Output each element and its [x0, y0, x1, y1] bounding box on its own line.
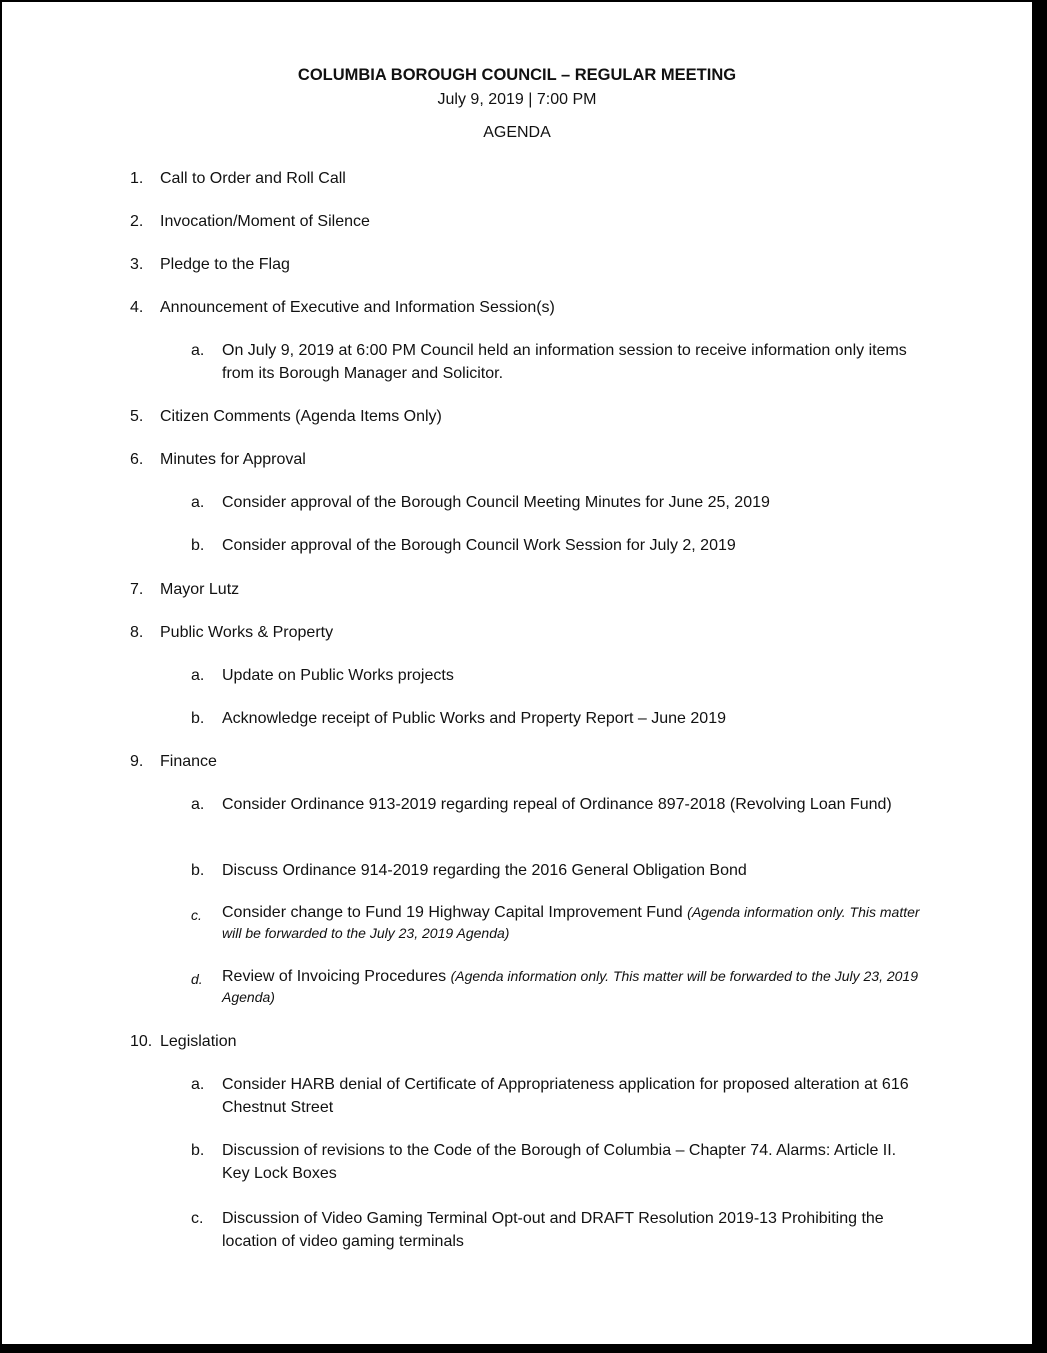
subitem-text: Consider Ordinance 913-2019 regarding repeal of Ordinance 897-2018 (Revolving Loan Fund) [222, 796, 892, 813]
item-number: 1. [130, 170, 144, 187]
item-number: 6. [130, 451, 144, 468]
subitem-main-text: Review of Invoicing Procedures [222, 968, 447, 985]
subitem-text [222, 966, 927, 1008]
item-number: 2. [130, 213, 144, 230]
subitem-label: a. [191, 1076, 205, 1093]
subitem-label: d. [191, 971, 203, 987]
subitem-text: Discuss Ordinance 914-2019 regarding the 2016 General Obligation Bond [222, 862, 747, 879]
item-text: Call to Order and Roll Call [160, 170, 346, 187]
subitem-note: (Agenda information only. This matter will be forwarded to the July 23, 2019 Agenda) [222, 904, 920, 941]
item-text: Invocation/Moment of Silence [160, 213, 370, 230]
subitem-text: Discussion of revisions to the Code of the Borough of Columbia – Chapter 74. Alarms: Article II. Key Lock Boxes [222, 1142, 897, 1182]
subitem-main-text: Consider change to Fund 19 Highway Capital Improvement Fund [222, 904, 683, 921]
item-number: 9. [130, 753, 144, 770]
subitem-label: a. [191, 796, 205, 813]
subitem-label: b. [191, 862, 205, 879]
document-title: COLUMBIA BOROUGH COUNCIL – REGULAR MEETING [297, 66, 737, 84]
subitem-text [222, 902, 927, 944]
subitem-label: a. [191, 342, 205, 359]
item-text: Finance [160, 753, 217, 770]
subitem-text: Consider approval of the Borough Council Work Session for July 2, 2019 [222, 537, 736, 554]
subitem-text: Update on Public Works projects [222, 667, 454, 684]
item-number: 3. [130, 256, 144, 273]
subitem-text: On July 9, 2019 at 6:00 PM Council held an information session to receive information only items from its Borough Manager and Solicitor. [222, 342, 907, 382]
subitem-label: c. [191, 1210, 204, 1227]
agenda-page [2, 2, 1032, 1344]
item-number: 8. [130, 624, 144, 641]
item-number: 10. [130, 1033, 153, 1050]
subitem-label: c. [191, 907, 202, 923]
item-text: Legislation [160, 1033, 237, 1050]
subitem-text: Consider approval of the Borough Council Meeting Minutes for June 25, 2019 [222, 494, 770, 511]
subitem-note: (Agenda information only. This matter will be forwarded to the July 23, 2019 Agenda) [222, 968, 918, 1005]
item-number: 4. [130, 299, 144, 316]
meeting-date: July 9, 2019 | 7:00 PM [437, 91, 597, 108]
subitem-text: Consider HARB denial of Certificate of Appropriateness application for proposed alteration at 616 Chestnut Street [222, 1076, 909, 1116]
item-text: Citizen Comments (Agenda Items Only) [160, 408, 442, 425]
subitem-label: a. [191, 667, 205, 684]
subitem-text: Discussion of Video Gaming Terminal Opt-out and DRAFT Resolution 2019-13 Prohibiting the location of video gaming terminals [222, 1210, 884, 1250]
item-text: Pledge to the Flag [160, 256, 290, 273]
item-number: 5. [130, 408, 144, 425]
subitem-label: a. [191, 494, 205, 511]
agenda-heading: AGENDA [483, 124, 551, 141]
subitem-text: Acknowledge receipt of Public Works and Property Report – June 2019 [222, 710, 726, 727]
subitem-label: b. [191, 710, 205, 727]
item-text: Public Works & Property [160, 624, 334, 641]
item-number: 7. [130, 581, 144, 598]
item-text: Announcement of Executive and Information Session(s) [160, 299, 555, 316]
subitem-label: b. [191, 537, 205, 554]
item-text: Mayor Lutz [160, 581, 240, 598]
subitem-label: b. [191, 1142, 205, 1159]
item-text: Minutes for Approval [160, 451, 306, 468]
